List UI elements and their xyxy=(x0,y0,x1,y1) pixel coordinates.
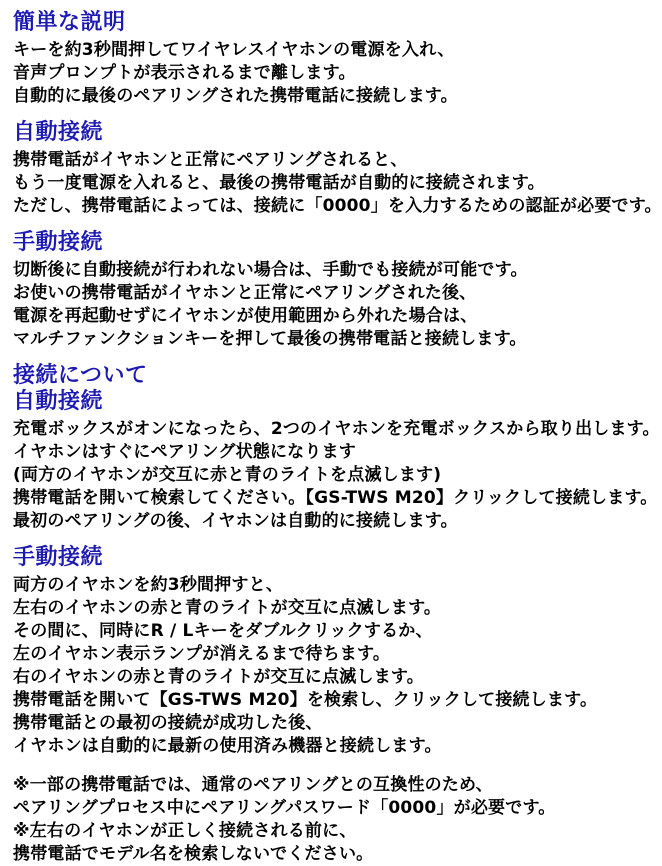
body-line: ただし、携帯電話によっては、接続に「0000」を入力するための認証が必要です。 xyxy=(13,196,662,216)
body-line: その間に、同時にR / Lキーをダブルクリックするか、 xyxy=(13,621,433,641)
section-heading-manual-connect-2: 手動接続 xyxy=(13,545,104,570)
section-body xyxy=(13,39,636,108)
section-body xyxy=(13,574,636,758)
body-line: 携帯電話がイヤホンと正常にペアリングされると、 xyxy=(13,150,408,170)
body-line: もう一度電源を入れると、最後の携帯電話が自動的に接続されます。 xyxy=(13,173,545,193)
body-line: 左のイヤホン表示ランプが消えるまで待ちます。 xyxy=(13,644,391,664)
section-heading-auto-connect: 自動接続 xyxy=(13,120,104,145)
body-line: 自動的に最後のペアリングされた携帯電話に接続します。 xyxy=(13,86,458,106)
body-line: 左右のイヤホンの赤と青のライトが交互に点滅します。 xyxy=(13,598,442,618)
notes-block xyxy=(13,774,636,866)
body-line: 携帯電話を開いて【GS-TWS M20】を検索し、クリックして接続します。 xyxy=(13,690,598,710)
body-line: 切断後に自動接続が行われない場合は、手動でも接続が可能です。 xyxy=(13,260,528,280)
section-heading-manual-connect: 手動接続 xyxy=(13,230,104,255)
section-body xyxy=(13,259,636,351)
section-subheading-auto-connect: 自動接続 xyxy=(13,389,104,414)
note-line: 携帯電話でモデル名を検索しないでください。 xyxy=(13,844,374,864)
body-line: マルチファンクションキーを押して最後の携帯電話と接続します。 xyxy=(13,329,527,349)
body-line: 充電ボックスがオンになったら、2つのイヤホンを充電ボックスから取り出します。 xyxy=(13,419,660,439)
body-line: 右のイヤホンの赤と青のライトが交互に点滅します。 xyxy=(13,667,424,687)
body-line: イヤホンは自動的に最新の使用済み機器と接続します。 xyxy=(13,736,442,756)
body-line: キーを約3秒間押してワイヤレスイヤホンの電源を入れ、 xyxy=(13,40,455,60)
section-heading-about-connection: 接続について xyxy=(13,363,148,388)
body-line: 音声プロンプトが表示されるまで離します。 xyxy=(13,63,356,83)
body-line: (両方のイヤホンが交互に赤と青のライトを点滅します) xyxy=(13,465,442,485)
note-line: ※左右のイヤホンが正しく接続される前に、 xyxy=(13,821,357,841)
section-body xyxy=(13,149,662,218)
note-line: ※一部の携帯電話では、通常のペアリングとの互換性のため、 xyxy=(13,775,493,795)
section-body xyxy=(13,418,660,533)
body-line: 電源を再起動せずにイヤホンが使用範囲から外れた場合は、 xyxy=(13,306,478,326)
body-line: 両方のイヤホンを約3秒間押すと、 xyxy=(13,575,284,595)
body-line: イヤホンはすぐにペアリング状態になります xyxy=(13,442,356,462)
section-heading-quick-guide: 簡単な説明 xyxy=(13,10,126,35)
body-line: 携帯電話を開いて検索してください。【GS-TWS M20】クリックして接続します。 xyxy=(13,488,658,508)
note-line: ペアリングプロセス中にペアリングパスワード「0000」が必要です。 xyxy=(13,798,556,818)
body-line: 最初のペアリングの後、イヤホンは自動的に接続します。 xyxy=(13,511,458,531)
body-line: 携帯電話との最初の接続が成功した後、 xyxy=(13,713,323,733)
body-line: お使いの携帯電話がイヤホンと正常にペアリングされた後、 xyxy=(13,283,477,303)
